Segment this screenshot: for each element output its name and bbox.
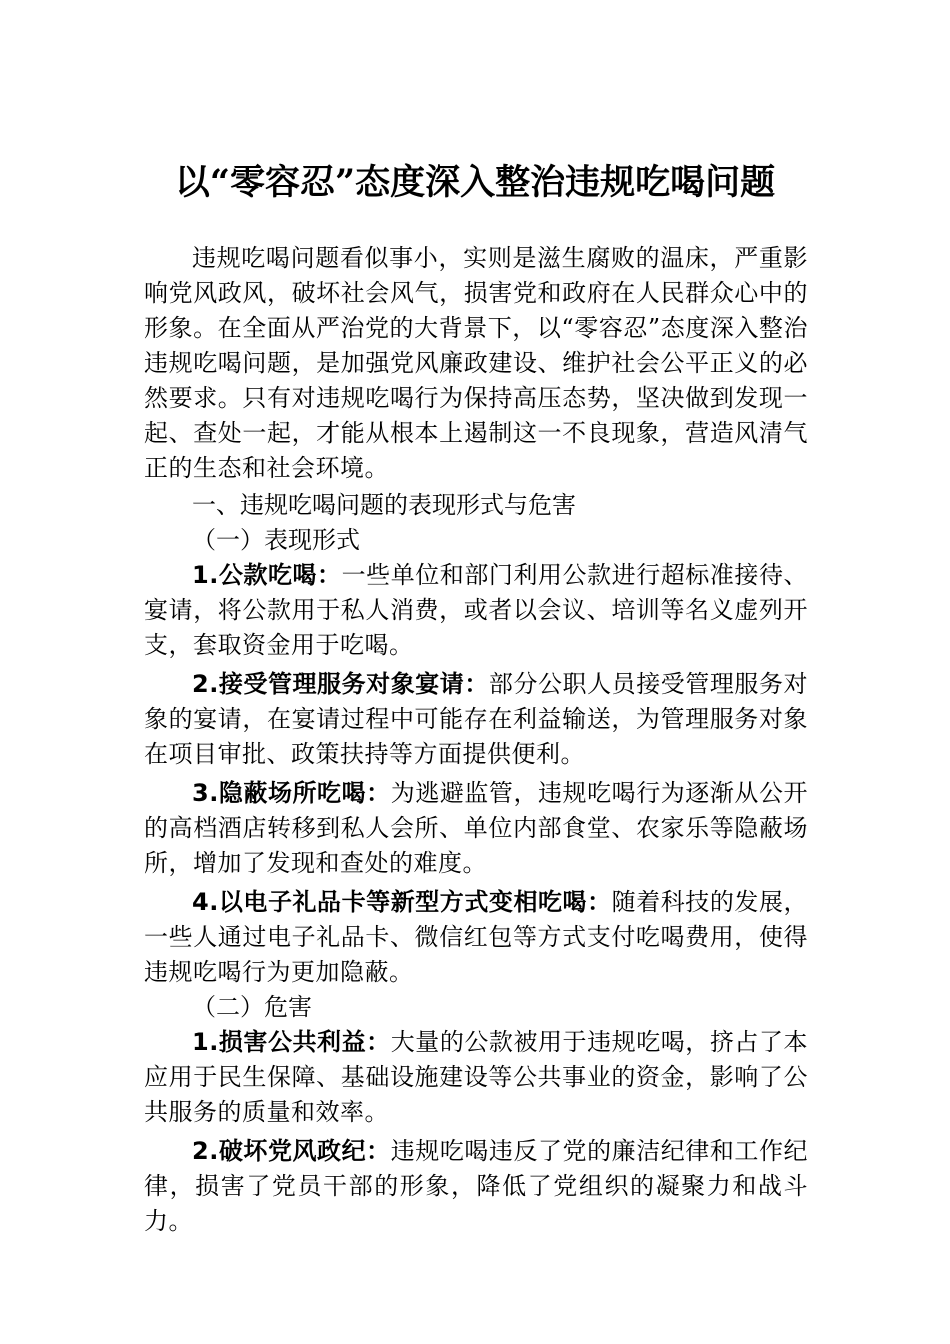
document-title: 以“零容忍”态度深入整治违规吃喝问题 bbox=[174, 162, 776, 203]
document-body bbox=[144, 241, 808, 1239]
item-lead: 2.接受管理服务对象宴请： bbox=[192, 670, 489, 698]
item-text: 随着科技的发展，一些人通过电子礼品卡、微信红包等方式支付吃喝费用，使得违规吃喝行为更加隐蔽。 bbox=[144, 888, 808, 986]
item-text: 部分公职人员接受管理服务对象的宴请，在宴请过程中可能存在利益输送，为管理服务对象在项目审批、政策扶持等方面提供便利。 bbox=[144, 670, 808, 768]
list-item bbox=[144, 776, 808, 881]
list-item bbox=[144, 667, 808, 772]
item-text: 一些单位和部门利用公款进行超标准接待、宴请，将公款用于私人消费，或者以会议、培训等名义虚列开支，套取资金用于吃喝。 bbox=[144, 561, 808, 659]
list-item bbox=[144, 558, 808, 663]
list-item bbox=[144, 1134, 808, 1239]
list-item bbox=[144, 885, 808, 990]
item-lead: 1.损害公共利益： bbox=[192, 1028, 391, 1056]
item-lead: 3.隐蔽场所吃喝： bbox=[192, 779, 391, 807]
item-lead: 1.公款吃喝： bbox=[192, 561, 342, 589]
item-lead: 2.破坏党风政纪： bbox=[192, 1137, 391, 1165]
item-lead: 4.以电子礼品卡等新型方式变相吃喝： bbox=[192, 888, 612, 916]
list-item bbox=[144, 1025, 808, 1130]
subsection-heading-forms: （一）表现形式 bbox=[192, 526, 360, 554]
item-text: 违规吃喝违反了党的廉洁纪律和工作纪律，损害了党员干部的形象，降低了党组织的凝聚力和战斗力。 bbox=[144, 1137, 808, 1235]
section-heading: 一、违规吃喝问题的表现形式与危害 bbox=[192, 491, 576, 519]
intro-paragraph: 违规吃喝问题看似事小，实则是滋生腐败的温床，严重影响党风政风，破坏社会风气，损害党和政府在人民群众心中的形象。在全面从严治党的大背景下，以“零容忍”态度深入整治违规吃喝问题，是加强党风廉政建设、维护社会公平正义的必然要求。只有对违规吃喝行为保持高压态势，坚决做到发现一起、查处一起，才能从根本上遏制这一不良现象，营造风清气正的生态和社会环境。 bbox=[144, 244, 808, 482]
item-text: 为逃避监管，违规吃喝行为逐渐从公开的高档酒店转移到私人会所、单位内部食堂、农家乐等隐蔽场所，增加了发现和查处的难度。 bbox=[144, 779, 808, 877]
item-text: 大量的公款被用于违规吃喝，挤占了本应用于民生保障、基础设施建设等公共事业的资金，影响了公共服务的质量和效率。 bbox=[144, 1028, 808, 1126]
subsection-heading-harms: （二）危害 bbox=[192, 993, 312, 1021]
